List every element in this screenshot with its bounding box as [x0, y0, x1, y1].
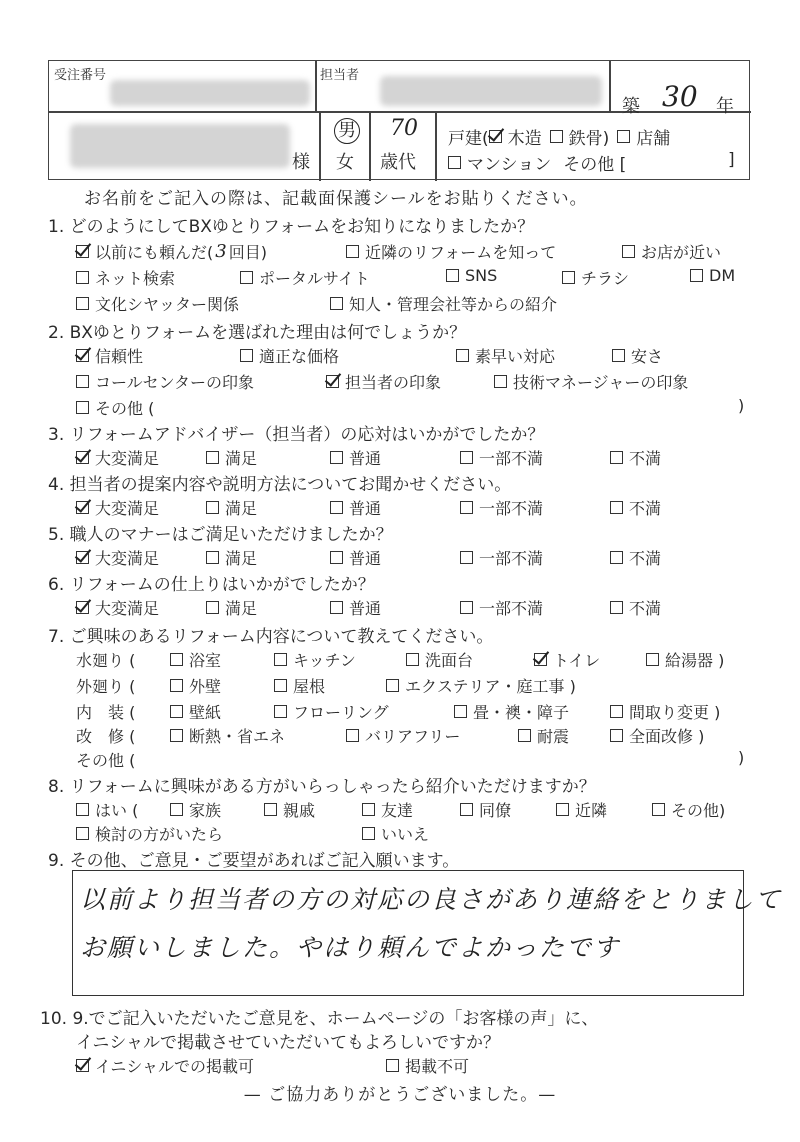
q7-water-label: 水廻り ( — [76, 651, 136, 670]
q1-opt5-checkbox[interactable] — [240, 271, 253, 284]
q7-v1 — [170, 724, 285, 747]
q8-f6-checkbox[interactable] — [652, 803, 665, 816]
q4-r4-label: 一部不満 — [479, 499, 544, 518]
q2-opt2-checkbox[interactable] — [240, 349, 253, 362]
q1-opt8 — [690, 266, 735, 285]
q1-opt9 — [76, 292, 239, 315]
q2-opt1-checkbox[interactable] — [76, 349, 89, 362]
q8-no-checkbox[interactable] — [362, 827, 375, 840]
q1-opt3-checkbox[interactable] — [622, 245, 635, 258]
q8-title: 8. リフォームに興味がある方がいらっしゃったら紹介いただけますか？ — [48, 777, 596, 797]
q3-r2 — [206, 446, 257, 469]
q7-w3 — [406, 648, 473, 671]
q10-opt1 — [76, 1054, 254, 1077]
q2-opt2-label: 適正な価格 — [259, 347, 340, 366]
q5-r4 — [460, 546, 543, 569]
notice: お名前をご記入の際は、記載面保護シールをお貼りください。 — [84, 189, 588, 209]
q8-f3-label: 友達 — [381, 801, 414, 820]
q8-no-label: いいえ — [381, 825, 430, 844]
q7-w3-label: 洗面台 — [425, 651, 474, 670]
q1-opt7-checkbox[interactable] — [562, 271, 575, 284]
q3-r1 — [76, 446, 159, 469]
q7-other-label: その他 ( — [76, 751, 136, 770]
q2-opt4-label: 安さ — [631, 347, 664, 366]
q3-r5 — [610, 446, 661, 469]
q1-opt3 — [622, 240, 721, 263]
q3-r3-label: 普通 — [349, 449, 382, 468]
q7-e3-label: エクステリア・庭工事 ) — [405, 677, 576, 696]
q1-opt4 — [76, 266, 175, 289]
q10-opt1-label: イニシャルでの掲載可 — [95, 1057, 255, 1076]
q1-title: 1. どのようにしてBXゆとりフォームをお知りになりましたか？ — [48, 217, 535, 237]
q4-r3 — [330, 496, 381, 519]
q8-f2 — [264, 798, 315, 821]
q6-r2 — [206, 596, 257, 619]
q7-i3 — [454, 700, 569, 723]
q6-title: 6. リフォームの仕上りはいかがでしたか？ — [48, 575, 375, 595]
q7-e1 — [170, 674, 221, 697]
q5-r5-label: 不満 — [629, 549, 662, 568]
wood-label: 木造 — [507, 129, 542, 149]
q6-r5-checkbox[interactable] — [610, 601, 623, 614]
q3-r3-checkbox[interactable] — [330, 451, 343, 464]
q7-v4-checkbox[interactable] — [610, 729, 623, 742]
q8-f5 — [556, 798, 607, 821]
q8-f2-checkbox[interactable] — [264, 803, 277, 816]
q8-f5-label: 近隣 — [575, 801, 608, 820]
built-label: 築 — [622, 96, 640, 117]
q1-opt8-label: DM — [709, 266, 736, 285]
q7-w1 — [170, 648, 221, 671]
redacted-staff — [380, 76, 602, 106]
q4-r4-checkbox[interactable] — [460, 501, 473, 514]
redacted-name — [70, 124, 290, 168]
q2-opt5-checkbox[interactable] — [76, 375, 89, 388]
q6-r5 — [610, 596, 661, 619]
order-no-label: 受注番号 — [54, 68, 107, 83]
q7-w5-checkbox[interactable] — [646, 653, 659, 666]
q1-opt9-label: 文化シヤッター関係 — [95, 295, 240, 314]
q10-opt2-checkbox[interactable] — [386, 1059, 399, 1072]
q8-f4-label: 同僚 — [479, 801, 512, 820]
header-divider — [49, 111, 751, 113]
q6-r4-label: 一部不満 — [479, 599, 544, 618]
q2-opt6-label: 担当者の印象 — [345, 373, 442, 392]
q7-title: 7. ご興味のあるリフォーム内容について教えてください。 — [48, 627, 494, 647]
q10-opt2-label: 掲載不可 — [405, 1057, 470, 1076]
q2-opt8-checkbox[interactable] — [76, 401, 89, 414]
q4-r2-label: 満足 — [225, 499, 258, 518]
q2-opt2 — [240, 344, 339, 367]
q2-opt3-checkbox[interactable] — [456, 349, 469, 362]
q4-r2 — [206, 496, 257, 519]
q1-opt5 — [240, 266, 370, 289]
q2-opt4 — [612, 344, 663, 367]
q7-v2 — [346, 724, 460, 747]
steel-checkbox[interactable] — [550, 130, 563, 143]
q3-title: 3. リフォームアドバイザー（担当者）の応対はいかがでしたか？ — [48, 425, 545, 445]
q8-f5-checkbox[interactable] — [556, 803, 569, 816]
q7-i4 — [610, 700, 720, 723]
q7-v3-checkbox[interactable] — [518, 729, 531, 742]
wood-checkbox[interactable] — [489, 130, 502, 143]
q1-opt10-label: 知人・管理会社等からの紹介 — [349, 295, 558, 314]
header-divider — [435, 111, 437, 181]
age-unit: 歳代 — [380, 152, 416, 173]
q1-opt2-checkbox[interactable] — [346, 245, 359, 258]
q1-opt3-label: お店が近い — [641, 243, 722, 262]
q7-i1 — [170, 700, 221, 723]
q7-w5 — [646, 648, 724, 671]
q2-opt6 — [326, 370, 441, 393]
q6-r1-label: 大変満足 — [95, 599, 160, 618]
header-divider — [315, 61, 317, 111]
q2-opt4-checkbox[interactable] — [612, 349, 625, 362]
q8-consider-label: 検討の方がいたら — [95, 825, 224, 844]
q3-r5-checkbox[interactable] — [610, 451, 623, 464]
q5-r1 — [76, 546, 159, 569]
house-type-row-2 — [448, 150, 626, 175]
q5-r3-checkbox[interactable] — [330, 551, 343, 564]
q8-f2-label: 親戚 — [283, 801, 316, 820]
q4-r4 — [460, 496, 543, 519]
q7-v3-label: 耐震 — [537, 727, 570, 746]
q6-r2-checkbox[interactable] — [206, 601, 219, 614]
q4-r3-checkbox[interactable] — [330, 501, 343, 514]
q7-w3-checkbox[interactable] — [406, 653, 419, 666]
name-suffix: 様 — [292, 152, 310, 173]
q7-e2 — [274, 674, 325, 697]
q3-r2-label: 満足 — [225, 449, 258, 468]
q4-r3-label: 普通 — [349, 499, 382, 518]
q3-r4 — [460, 446, 543, 469]
q7-i1-checkbox[interactable] — [170, 705, 183, 718]
q3-r4-label: 一部不満 — [479, 449, 544, 468]
q8-f1-checkbox[interactable] — [170, 803, 183, 816]
q1-opt6-label: SNS — [465, 266, 498, 285]
q4-r5-checkbox[interactable] — [610, 501, 623, 514]
q2-opt1 — [76, 344, 143, 367]
q1-opt2-label: 近隣のリフォームを知って — [365, 243, 557, 262]
age-value: 70 — [390, 116, 418, 141]
q6-r4 — [460, 596, 543, 619]
q7-w4-label: トイレ — [553, 651, 601, 670]
staff-label: 担当者 — [320, 68, 360, 83]
q7-close-paren: ) — [738, 748, 745, 767]
q2-opt6-checkbox[interactable] — [326, 375, 339, 388]
q7-e2-label: 屋根 — [293, 677, 326, 696]
q7-interior-label: 内 装 ( — [76, 703, 136, 722]
q4-r5-label: 不満 — [629, 499, 662, 518]
q1-opt4-checkbox[interactable] — [76, 271, 89, 284]
q8-yes-label: はい ( — [95, 801, 139, 820]
q2-title: 2. BXゆとりフォームを選ばれた理由は何でしょうか？ — [48, 323, 467, 343]
q3-r5-label: 不満 — [629, 449, 662, 468]
q2-opt1-label: 信頼性 — [95, 347, 144, 366]
q6-r3-label: 普通 — [349, 599, 382, 618]
q1-opt2 — [346, 240, 556, 263]
q3-r2-checkbox[interactable] — [206, 451, 219, 464]
q1-opt7-label: チラシ — [581, 269, 630, 288]
q8-consider-checkbox[interactable] — [76, 827, 89, 840]
q5-r3 — [330, 546, 381, 569]
q7-w4-checkbox[interactable] — [534, 653, 547, 666]
q7-i2-checkbox[interactable] — [274, 705, 287, 718]
q8-f4 — [460, 798, 511, 821]
q7-e2-checkbox[interactable] — [274, 679, 287, 692]
redacted-order-no — [110, 80, 310, 106]
q6-r3-checkbox[interactable] — [330, 601, 343, 614]
q8-f3-checkbox[interactable] — [362, 803, 375, 816]
q2-close-paren: ) — [738, 396, 745, 415]
q8-f6-label: その他) — [671, 801, 726, 820]
comment-line-2: お願いしました。やはり頼んでよかったです — [80, 933, 621, 962]
q7-v1-label: 断熱・省エネ — [189, 727, 286, 746]
q7-i1-label: 壁紙 — [189, 703, 222, 722]
q1-opt6-checkbox[interactable] — [446, 269, 459, 282]
q7-w5-label: 給湯器 ) — [665, 651, 725, 670]
q7-v2-label: バリアフリー — [365, 727, 461, 746]
q2-opt7-checkbox[interactable] — [494, 375, 507, 388]
q7-i2-label: フローリング — [293, 703, 389, 722]
gender-female: 女 — [336, 152, 354, 173]
q10-title-2: イニシャルで掲載させていただいてもよろしいですか？ — [76, 1033, 500, 1053]
q3-r3 — [330, 446, 381, 469]
q1-opt8-checkbox[interactable] — [690, 269, 703, 282]
q2-opt8 — [76, 396, 154, 419]
q8-yes — [76, 798, 138, 821]
q7-i2 — [274, 700, 389, 723]
steel-label: 鉄骨) — [568, 129, 610, 149]
q10-opt2 — [386, 1054, 469, 1077]
q1-opt1-count: 3 — [215, 241, 227, 262]
q1-opt9-checkbox[interactable] — [76, 297, 89, 310]
q3-r1-checkbox[interactable] — [76, 451, 89, 464]
q7-e1-checkbox[interactable] — [170, 679, 183, 692]
q7-w4 — [534, 648, 600, 671]
q7-e1-label: 外壁 — [189, 677, 222, 696]
q1-opt1 — [76, 240, 267, 263]
header-divider — [369, 111, 371, 181]
q7-v4 — [610, 724, 704, 747]
house-type-row — [448, 124, 670, 149]
q8-consider — [76, 822, 223, 845]
q5-r4-checkbox[interactable] — [460, 551, 473, 564]
q7-i3-checkbox[interactable] — [454, 705, 467, 718]
shop-checkbox[interactable] — [617, 130, 630, 143]
q4-r1 — [76, 496, 159, 519]
q7-i3-label: 畳・襖・障子 — [473, 703, 570, 722]
q1-opt10-checkbox[interactable] — [330, 297, 343, 310]
q4-title: 4. 担当者の提案内容や説明方法についてお聞かせください。 — [48, 475, 512, 495]
q8-f4-checkbox[interactable] — [460, 803, 473, 816]
q4-r1-label: 大変満足 — [95, 499, 160, 518]
q3-r4-checkbox[interactable] — [460, 451, 473, 464]
q1-opt7 — [562, 266, 629, 289]
q6-r4-checkbox[interactable] — [460, 601, 473, 614]
q6-r2-label: 満足 — [225, 599, 258, 618]
q7-w2-label: キッチン — [293, 651, 356, 670]
q8-f3 — [362, 798, 413, 821]
header-divider — [609, 61, 611, 111]
q5-r2-checkbox[interactable] — [206, 551, 219, 564]
q2-opt8-label: その他 ( — [95, 399, 155, 418]
footer-thanks: — ご協力ありがとうございました。— — [243, 1085, 557, 1105]
q7-e3 — [386, 674, 576, 697]
house-other-label: その他 [ — [563, 155, 627, 175]
q10-opt1-checkbox[interactable] — [76, 1059, 89, 1072]
q2-opt7-label: 技術マネージャーの印象 — [513, 373, 689, 392]
house-other-close: ] — [728, 150, 735, 170]
q7-i4-label: 間取り変更 ) — [629, 703, 721, 722]
q6-r3 — [330, 596, 381, 619]
q7-i4-checkbox[interactable] — [610, 705, 623, 718]
q5-r5-checkbox[interactable] — [610, 551, 623, 564]
q1-opt6 — [446, 266, 497, 285]
q5-r2 — [206, 546, 257, 569]
q7-w2-checkbox[interactable] — [274, 653, 287, 666]
shop-label: 店舗 — [636, 129, 671, 149]
q6-r1 — [76, 596, 159, 619]
gender-male-circled: 男 — [334, 118, 360, 144]
q5-r3-label: 普通 — [349, 549, 382, 568]
q2-opt7 — [494, 370, 688, 393]
q7-v2-checkbox[interactable] — [346, 729, 359, 742]
q5-r1-label: 大変満足 — [95, 549, 160, 568]
q2-opt3 — [456, 344, 555, 367]
mansion-checkbox[interactable] — [448, 156, 461, 169]
q7-exterior-label: 外廻り ( — [76, 677, 136, 696]
q7-w1-label: 浴室 — [189, 651, 222, 670]
q7-v3 — [518, 724, 569, 747]
q1-opt1-tail: 回目) — [228, 243, 267, 262]
built-years: 30 — [662, 80, 698, 113]
q5-r1-checkbox[interactable] — [76, 551, 89, 564]
mansion-label: マンション — [467, 155, 552, 175]
q10-title-1: 10. 9.でご記入いただいたご意見を、ホームページの「お客様の声」に、 — [40, 1009, 599, 1029]
q8-yes-checkbox[interactable] — [76, 803, 89, 816]
q1-opt1-label: 以前にも頼んだ( — [95, 243, 214, 262]
q1-opt4-label: ネット検索 — [95, 269, 176, 288]
q7-w1-checkbox[interactable] — [170, 653, 183, 666]
house-label: 戸建( — [448, 129, 489, 149]
q5-r5 — [610, 546, 661, 569]
q3-r1-label: 大変満足 — [95, 449, 160, 468]
q4-r5 — [610, 496, 661, 519]
q7-w2 — [274, 648, 356, 671]
q7-v1-checkbox[interactable] — [170, 729, 183, 742]
q2-opt5 — [76, 370, 254, 393]
comment-line-1: 以前より担当者の方の対応の良さがあり連絡をとりまして — [80, 885, 783, 914]
q8-no — [362, 822, 429, 845]
q6-r1-checkbox[interactable] — [76, 601, 89, 614]
q4-r2-checkbox[interactable] — [206, 501, 219, 514]
q8-f1 — [170, 798, 221, 821]
q7-renov-label: 改 修 ( — [76, 727, 136, 746]
q5-r2-label: 満足 — [225, 549, 258, 568]
q2-opt3-label: 素早い対応 — [475, 347, 556, 366]
q1-opt10 — [330, 292, 557, 315]
q8-f1-label: 家族 — [189, 801, 222, 820]
q5-title: 5. 職人のマナーはご満足いただけましたか？ — [48, 525, 393, 545]
q5-r4-label: 一部不満 — [479, 549, 544, 568]
year-unit: 年 — [716, 96, 734, 117]
q1-opt5-label: ポータルサイト — [259, 269, 370, 288]
q6-r5-label: 不満 — [629, 599, 662, 618]
q8-f6 — [652, 798, 725, 821]
q1-opt1-checkbox[interactable] — [76, 245, 89, 258]
header-divider — [319, 111, 321, 181]
q7-v4-label: 全面改修 ) — [629, 727, 705, 746]
q4-r1-checkbox[interactable] — [76, 501, 89, 514]
q9-title: 9. その他、ご意見・ご要望があればご記入願います。 — [48, 851, 460, 871]
q2-opt5-label: コールセンターの印象 — [95, 373, 255, 392]
q7-e3-checkbox[interactable] — [386, 679, 399, 692]
